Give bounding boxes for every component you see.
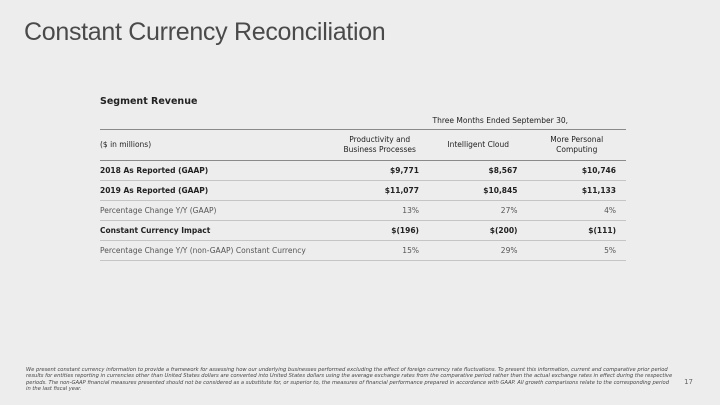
cell-value: $11,133 [527,181,626,201]
column-header-line: Intelligent Cloud [447,140,510,149]
table-row [100,201,626,221]
section-title: Segment Revenue [100,96,198,107]
cell-value: 5% [527,241,626,261]
column-header-productivity [330,130,429,161]
table-row [100,241,626,261]
cell-value: $(111) [527,221,626,241]
row-label: 2018 As Reported (GAAP) [100,161,330,181]
column-header-personal-computing [527,130,626,161]
cell-value: 15% [330,241,429,261]
table-row [100,161,626,181]
cell-value: 13% [330,201,429,221]
unit-label: ($ in millions) [100,140,152,149]
cell-value: 29% [429,241,528,261]
column-header-intelligent-cloud [429,130,528,161]
row-label: Percentage Change Y/Y (non-GAAP) Constant Currency [100,241,330,261]
cell-value: $8,567 [429,161,528,181]
row-label: Percentage Change Y/Y (GAAP) [100,201,330,221]
column-header-line: Business Processes [343,145,416,154]
reconciliation-table [100,130,626,261]
cell-value: $10,845 [429,181,528,201]
table-header-row [100,130,626,161]
footnote: We present constant currency information to provide a framework for assessing how our underlying businesses performed excluding the effect of foreign currency rate fluctuations. To present this information, current and comparative prior period results for entities reporting in currencies other than United States dollars are converted into United States dollars using the average exchange rates from the comparative period rather than the actual exchange rates in effect during the respective periods. The non-GAAP financial measures presented should not be considered as a substitute for, or superior to, the measures of financial performance prepared in accordance with GAAP. All growth comparisons relate to the corresponding period in the last fiscal year. [26,367,673,392]
column-header-line: More Personal [550,135,604,144]
row-label: Constant Currency Impact [100,221,330,241]
cell-value: 4% [527,201,626,221]
segment-revenue-table [100,116,626,261]
cell-value: $11,077 [330,181,429,201]
slide-title: Constant Currency Reconciliation [24,18,386,46]
cell-value: $(196) [330,221,429,241]
row-label: 2019 As Reported (GAAP) [100,181,330,201]
period-header: Three Months Ended September 30, [100,116,626,130]
cell-value: 27% [429,201,528,221]
cell-value: $10,746 [527,161,626,181]
column-header-line: Productivity and [349,135,411,144]
table-row [100,221,626,241]
table-row [100,181,626,201]
cell-value: $9,771 [330,161,429,181]
cell-value: $(200) [429,221,528,241]
column-header-line: Computing [556,145,598,154]
page-number: 17 [684,378,693,386]
